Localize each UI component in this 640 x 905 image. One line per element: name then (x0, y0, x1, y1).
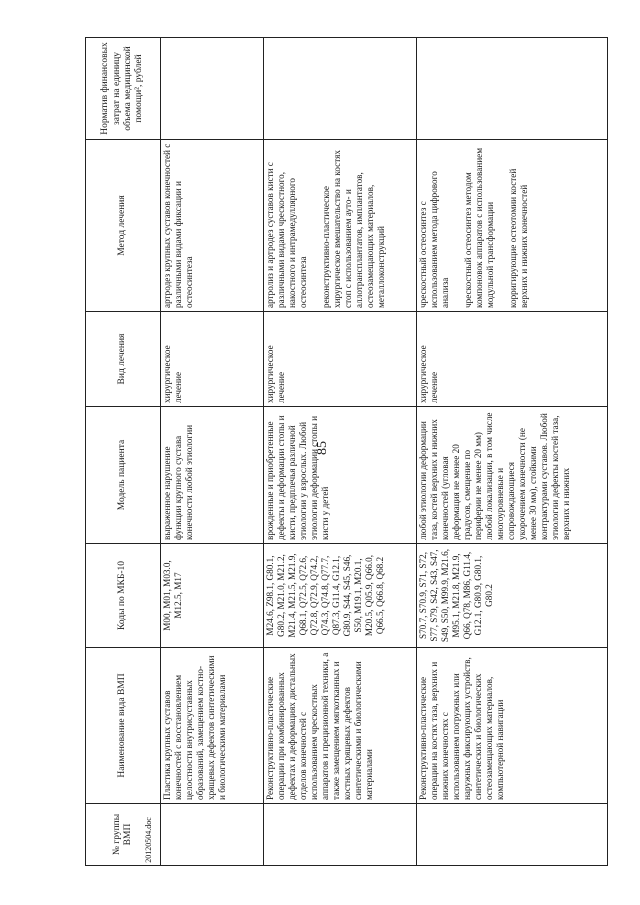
cell-name: Реконструктивно-пластические операции при комбинированных дефектах и деформациях дистальных отделов конечностей с использованием чрескостных аппаратов и прецизионной техники, а также замещением мягкотканных и костных хрящевых дефектов синтетическими и биологическими материалами (264, 648, 417, 804)
vmp-table (85, 37, 608, 866)
document-filename: 20120504.doc (144, 817, 153, 863)
cell-group-no (264, 804, 417, 866)
cell-group-no (417, 804, 608, 866)
cell-patient-model: выраженное нарушение функции крупного сустава конечности любой этиологии (161, 407, 264, 544)
table-row (417, 38, 608, 866)
header-method: Метод лечения (86, 140, 161, 312)
cell-name: Пластика крупных суставов конечностей с восстановлением целостности внутрисуставных образований, замещением костно-хрящевых дефектов синтетическими и биологическими материалами (161, 648, 264, 804)
page-number: 85 (315, 441, 330, 455)
cell-patient-model: врожденные и приобретенные дефекты и деформации стопы и кисти, предплечья различной этиологии у взрослых. Любой этиологии деформации стопы и кисти у детей (264, 407, 417, 544)
cell-group-no (161, 804, 264, 866)
cell-treatment-type: хирургическое лечение (161, 312, 264, 407)
table-header-row (86, 38, 161, 866)
rotated-table-container (85, 38, 635, 866)
cell-codes: M00, M01, M03.0, M12.5, M17 (161, 544, 264, 648)
cell-name: Реконструктивно-пластические операции на костях таза, верхних и нижних конечностях с использованием погружных или наружных фиксирующих устройств, синтетических и биологических остеозамещающих материалов, компьютерной навигации (417, 648, 608, 804)
table-row (264, 38, 417, 866)
method-item: чрескостный остеосинтез с использованием метода цифрового анализа (418, 171, 451, 308)
cell-treatment-type: хирургическое лечение (417, 312, 608, 407)
method-item: чрескостный остеосинтез методом компоновок аппаратов с использованием модульной трансформации (463, 147, 496, 308)
method-item: реконструктивно-пластическое хирургическое вмешательство на костях стоп с использованием ауто- и аллотрансплантатов, имплантатов, остеозамещающих материалов, металлоконструкций (321, 150, 387, 308)
header-patient-model: Модель пациента (86, 407, 161, 544)
cell-codes: S70.7, S70.9, S71, S72, S77, S79, S42, S43, S47, S49, S50, M99.9, M21.6, M95.1, M21.8, M21.9, Q66, Q78, M86, G11.4, G12.1, G80.9, G80.1, G80.2 (417, 544, 608, 648)
cell-treatment-type: хирургическое лечение (264, 312, 417, 407)
header-group-no: № группы ВМП (86, 804, 161, 866)
table-row (161, 38, 264, 866)
cell-norm (417, 38, 608, 140)
cell-norm (161, 38, 264, 140)
cell-method (161, 140, 264, 312)
cell-method (417, 140, 608, 312)
header-treatment-type: Вид лечения (86, 312, 161, 407)
method-item: корригирующие остеотомии костей верхних и нижних конечностей (508, 168, 530, 308)
header-codes: Коды по МКБ-10 (86, 544, 161, 648)
cell-method (264, 140, 417, 312)
cell-norm (264, 38, 417, 140)
header-norm: Норматив финансовых затрат на единицу объема медицинской помощи², рублей (86, 38, 161, 140)
cell-codes: M24.6, Z98.1, G80.1, G80.2, M21.0, M21.2, M21.4, M21.5, M21.9, Q68.1, Q72.5, Q72.6, Q72.8, Q72.9, Q74.2, Q74.3, Q74.8, Q77.7, Q87.3, G11.4, G12.1, G80.9, S44, S45, S46, S50, M19.1, M20.1, M20.5, Q05.9, Q66.0, Q66.5, Q66.8, Q68.2 (264, 544, 417, 648)
header-name: Наименование вида ВМП (86, 648, 161, 804)
cell-patient-model: любой этиологии деформации таза, костей верхних и нижних конечностей (угловая деформация не менее 20 градусов, смещение по периферии не менее 20 мм) любой локализации, в том числе многоуровневые и сопровождающиеся укорочением конечности (не менее 30 мм), стойкими контрактурами суставов. Любой этиологии дефекты костей таза, верхних и нижних (417, 407, 608, 544)
method-item: артродез крупных суставов конечностей с различными видами фиксации и остеосинтеза (162, 143, 195, 308)
method-item: артролиз и артродез суставов кисти с различными видами чрескостного, накостного и интрамедуллярного остеосинтеза (265, 162, 309, 308)
